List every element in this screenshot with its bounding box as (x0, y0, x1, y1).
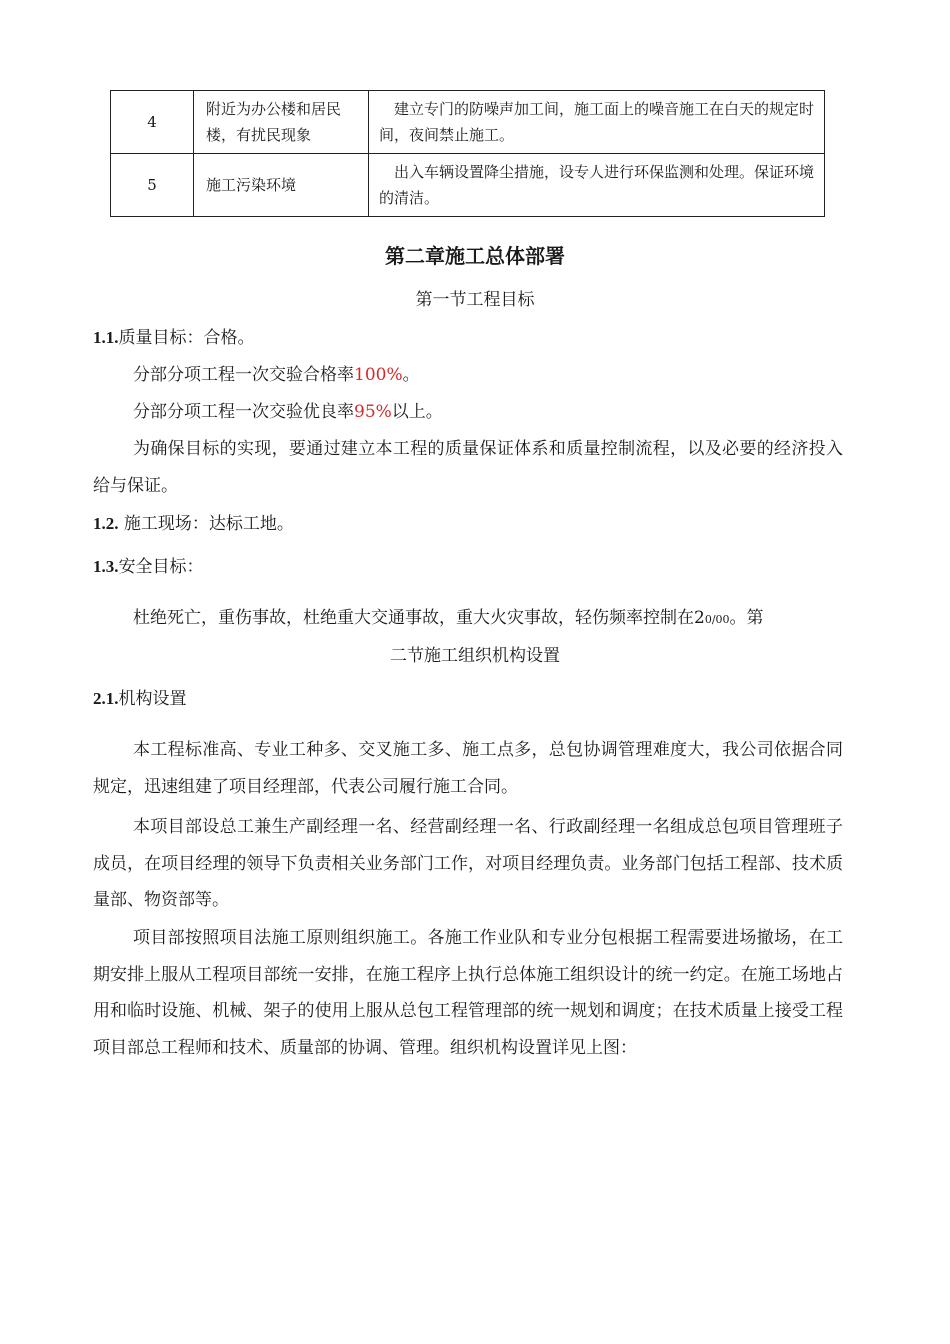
safety-goal-heading (93, 553, 843, 581)
heading-number: 1.1. (93, 328, 119, 347)
paragraph-text: 项目部按照项目法施工原则组织施工。各施工作业队和专业分包根据工程需要进场撤场，在工期安排上服从工程项目部统一安排，在施工程序上执行总体施工组织设计的统一约定。在施工场地占用和临时设施、机械、架子的使用上服从总包工程管理部的统一规划和调度；在技术质量上接受工程项目部总工程师和技术、质量部的协调、管理。组织机构设置详见上图： (93, 928, 843, 1058)
paragraph-text: 为确保目标的实现，要通过建立本工程的质量保证体系和质量控制流程，以及必要的经济投入给与保证。 (93, 439, 843, 496)
heading-label: 安全目标： (118, 557, 204, 577)
excellence-rate-line (93, 398, 883, 426)
qualification-rate-line (93, 361, 883, 389)
safety-goal-text (93, 604, 883, 634)
org-setup-heading (93, 685, 843, 713)
heading-number: 1.3. (93, 557, 119, 576)
paragraph-text: 本工程标准高、专业工种多、交叉施工多、施工点多，总包协调管理难度大，我公司依据合同规定，迅速组建了项目经理部，代表公司履行施工合同。 (93, 740, 843, 797)
safety-text-end: 。第 (729, 608, 764, 628)
section-title: 第一节工程目标 (415, 290, 535, 310)
injury-rate-unit: 0/00 (704, 613, 730, 626)
rate-label: 分部分项工程一次交验优良率 (133, 402, 354, 422)
injury-rate: 2 (694, 608, 705, 628)
org-paragraph-2 (93, 809, 843, 919)
rate-suffix: 以上。 (391, 402, 443, 422)
heading-number: 1.2. (93, 514, 119, 533)
heading-label: 机构设置 (118, 689, 187, 709)
org-paragraph-1 (93, 732, 843, 805)
heading-label: 施工现场：达标工地。 (123, 514, 294, 534)
rate-value: 100% (354, 365, 403, 385)
heading-label: 质量目标：合格。 (118, 328, 255, 348)
rate-suffix: 。 (402, 365, 420, 385)
row-number: 4 (111, 91, 194, 154)
rate-value: 95% (354, 402, 392, 422)
quality-paragraph (93, 431, 843, 504)
measure-description: 出入车辆设置降尘措施，设专人进行环保监测和处理。保证环境的清洁。 (369, 154, 825, 217)
quality-goal-heading (93, 324, 843, 352)
row-number: 5 (111, 154, 194, 217)
table-row (111, 154, 825, 217)
risk-description: 施工污染环境 (194, 154, 369, 217)
heading-number: 2.1. (93, 689, 119, 708)
section-title: 二节施工组织机构设置 (390, 646, 560, 666)
measure-description: 建立专门的防噪声加工间，施工面上的噪音施工在白天的规定时间，夜间禁止施工。 (369, 91, 825, 154)
risk-description: 附近为办公楼和居民楼，有扰民现象 (194, 91, 369, 154)
org-paragraph-3 (93, 920, 843, 1066)
risk-measures-table (110, 90, 825, 217)
chapter-title: 第二章施工总体部署 (385, 244, 565, 268)
site-goal-heading (93, 510, 843, 538)
rate-label: 分部分项工程一次交验合格率 (133, 365, 354, 385)
paragraph-text: 本项目部设总工兼生产副经理一名、经营副经理一名、行政副经理一名组成总包项目管理班子成员，在项目经理的领导下负责相关业务部门工作，对项目经理负责。业务部门包括工程部、技术质量部、物资部等。 (93, 817, 843, 910)
table-row (111, 91, 825, 154)
safety-text: 杜绝死亡，重伤事故，杜绝重大交通事故，重大火灾事故，轻伤频率控制在 (133, 608, 694, 628)
